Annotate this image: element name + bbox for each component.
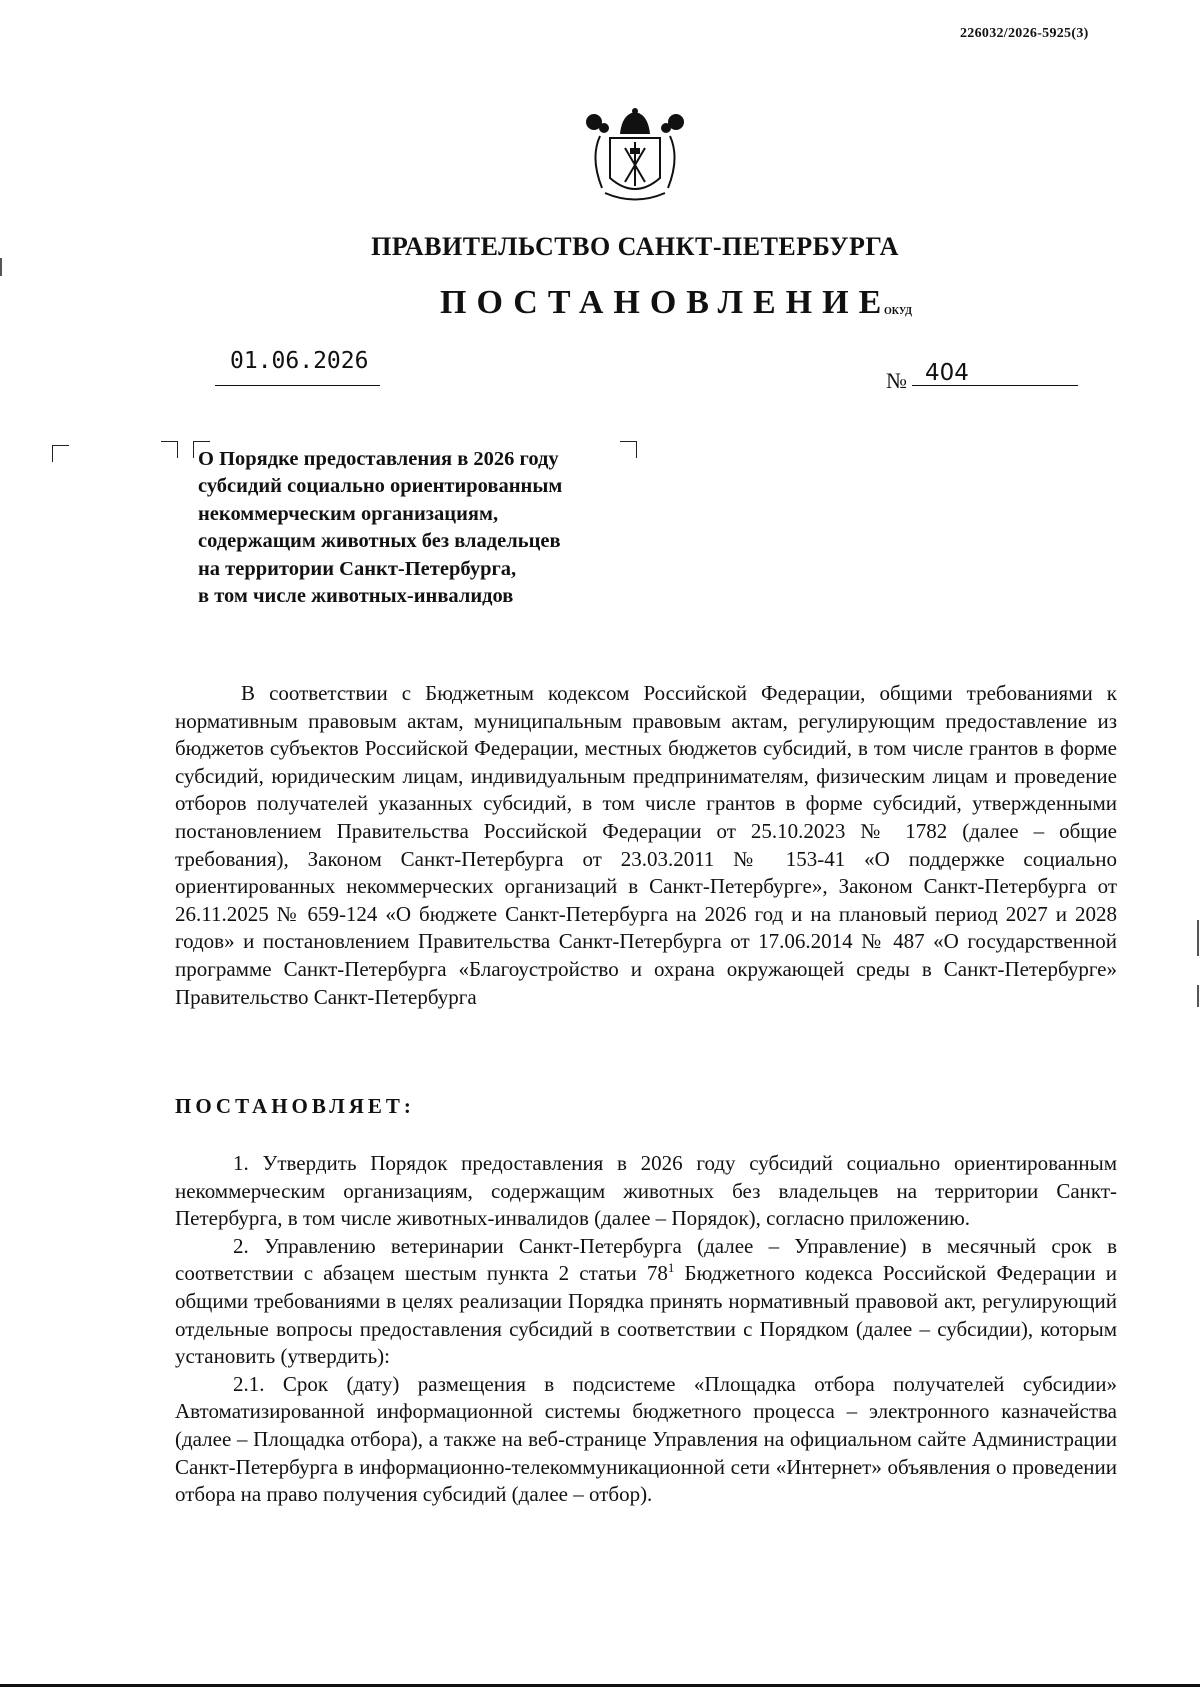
number-underline <box>912 385 1078 386</box>
resolves-heading: ПОСТАНОВЛЯЕТ: <box>175 1094 415 1118</box>
government-name: ПРАВИТЕЛЬСТВО САНКТ-ПЕТЕРБУРГА <box>371 232 899 261</box>
subject-line: субсидий социально ориентированным <box>198 475 563 498</box>
registration-number: 226032/2026-5925(3) <box>960 26 1089 41</box>
scan-edge-mark <box>0 258 2 276</box>
resolution-items <box>175 1150 1117 1509</box>
subject-line: в том числе животных-инвалидов <box>198 585 514 608</box>
document-number: 404 <box>925 360 969 386</box>
item-2-paragraph <box>175 1233 1117 1371</box>
item-1-paragraph: 1. Утвердить Порядок предоставления в 2026 году субсидий социально ориентированным некоммерческим организациям, содержащим животных без владельцев на территории Санкт-Петербурга, в том числе животных-инвалидов (далее – Порядок), согласно приложению. <box>175 1151 1117 1231</box>
corner-mark <box>52 445 69 462</box>
preamble-section <box>175 680 1117 1011</box>
document-date: 01.06.2026 <box>230 348 369 374</box>
number-sign: № <box>886 368 907 393</box>
preamble-paragraph: В соответствии с Бюджетным кодексом Российской Федерации, общими требованиями к нормативным правовым актам, муниципальным правовым актам, регулирующим предоставление из бюджетов субъектов Российской Федерации, местных бюджетов субсидий, в том числе грантов в форме субсидий, юридическим лицам, индивидуальным предпринимателям, физическим лицам и проведение отборов получателей указанных субсидий, в том числе грантов в форме субсидий, утвержденными постановлением Правительства Российской Федерации от 25.10.2023 № 1782 (далее – общие требования), Законом Санкт-Петербурга от 23.03.2011 № 153-41 «О поддержке социально ориентированных некоммерческих организаций в Санкт-Петербурге», Законом Санкт-Петербурга от 26.11.2025 № 659-124 «О бюджете Санкт-Петербурга на 2026 год и на плановый период 2027 и 2028 годов» и постановлением Правительства Санкт-Петербурга от 17.06.2014 № 487 «О государственной программе Санкт-Петербурга «Благоустройство и охрана окружающей среды в Санкт-Петербурге» Правительство Санкт-Петербурга <box>175 681 1117 1009</box>
corner-mark <box>161 441 178 458</box>
document-subject <box>198 446 658 610</box>
item-2-text-start: 2. Управлению ветеринарии Санкт-Петербурга (далее – Управление) в месячный срок в соответствии с абзацем шестым пункта 2 статьи 78 <box>175 1233 1117 1286</box>
bottom-scan-edge <box>0 1684 1200 1687</box>
okud-label: ОКУД <box>884 306 913 317</box>
subject-line: О Порядке предоставления в 2026 году <box>198 448 559 470</box>
date-underline <box>215 385 380 386</box>
scan-edge-mark <box>1197 985 1199 1007</box>
item-2-text-end: Бюджетного кодекса Российской Федерации и общими требованиями в целях реализации Порядка принять нормативный правовой акт, регулирующий отдельные вопросы предоставления субсидий в соответствии с Порядком (далее – субсидии), которым установить (утвердить): <box>175 1261 1117 1369</box>
scan-edge-mark <box>1197 920 1199 956</box>
article-superscript: 1 <box>667 1260 675 1276</box>
subject-line: некоммерческим организациям, <box>198 502 499 525</box>
subject-line: содержащим животных без владельцев <box>198 530 561 553</box>
item-2-1-paragraph: 2.1. Срок (дату) размещения в подсистеме «Площадка отбора получателей субсидии» Автоматизированной информационной системы бюджетного процесса – электронного казначейства (далее – Площадка отбора), а также на веб-странице Управления на официальном сайте Администрации Санкт-Петербурга в информационно-телекоммуникационной сети «Интернет» объявления о проведении отбора на право получения субсидий (далее – отбор). <box>175 1371 1117 1507</box>
subject-line: на территории Санкт-Петербурга, <box>198 557 517 580</box>
document-type-title: ПОСТАНОВЛЕНИЕ <box>440 284 892 321</box>
coat-of-arms-emblem <box>580 108 690 208</box>
